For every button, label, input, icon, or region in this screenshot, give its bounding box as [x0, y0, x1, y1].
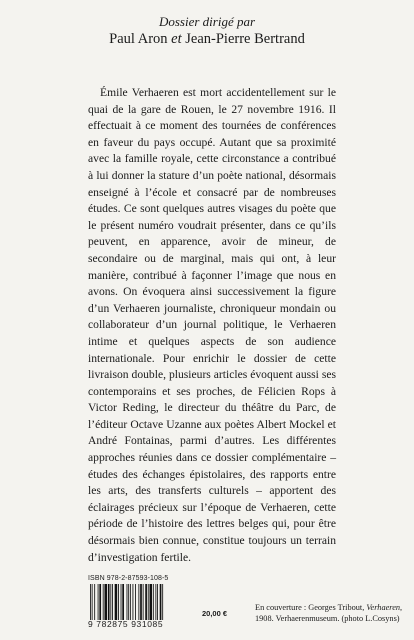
back-cover-blurb: Émile Verhaeren est mort accidentellement sur le quai de la gare de Rouen, le 27 novembre 1916. Il effectuait à ce moment des tournées de conférences en faveur du pays occupé. Autant que sa proximité avec la famille royale, cette circonstance a contribué à lui donner la stature d’un poète national, désormais enseigné à l’école et consacré par de nombreuses études. Ce sont quelques autres visages du poète que le présent numéro voudrait présenter, dans ce qu’ils peuvent, en apparence, avoir de mineur, de secondaire ou de marginal, mais qui ont, à leur manière, contribué à façonner l’image que nous en avons. On évoquera ainsi successivement la figure d’un Verhaeren journaliste, chroniqueur mondain ou collaborateur d’un journal politique, le Verhaeren intime et quelques aspects de son audience internationale. Pour enrichir le dossier de cette livraison double, plusieurs articles évoquent aussi ses contemporains et ses proches, de Félicien Rops à Victor Reding, le directeur du théâtre du Parc, de l’éditeur Octave Uzanne aux poètes Albert Mockel et André Fontainas, parmi d’autres. Les différentes approches réunies dans ce dossier complémentaire – études des échanges épistolaires, des rapports entre les arts, des transferts culturels – apportent des éclairages précieux sur l’époque de Verhaeren, cette période de l’histoire des lettres belges qui, pour être désormais bien connue, constitue toujours un terrain d’investigation fertile. — [88, 86, 336, 564]
barcode-bar — [127, 584, 128, 620]
isbn-label: ISBN 978-2-87593-108-5 — [88, 575, 169, 582]
barcode-bar — [94, 584, 95, 620]
isbn-block — [88, 574, 238, 629]
barcode-bar — [135, 584, 136, 620]
barcode-bar — [115, 584, 118, 620]
barcode-bar — [157, 584, 158, 620]
barcode-bar — [118, 584, 119, 620]
barcode-bar — [112, 584, 113, 620]
barcode-digits: 9 782875 931085 — [88, 619, 164, 629]
barcode-bar — [153, 584, 154, 620]
barcode-bar — [133, 584, 134, 620]
credit-suffix: , 1908. Verhaerenmuseum. (photo L.Cosyns) — [255, 603, 403, 623]
barcode-bar — [140, 584, 142, 620]
barcode-bar — [104, 584, 107, 620]
conjunction: et — [171, 31, 182, 47]
barcode-bar — [155, 584, 156, 620]
barcode-bar — [160, 584, 162, 620]
editor-name-2: Jean-Pierre Bertrand — [185, 31, 305, 47]
barcode-bar — [150, 584, 153, 620]
credit-artwork-title: Verhaeren — [366, 603, 401, 612]
series-subtitle: Dossier dirigé par — [158, 14, 256, 29]
barcode-bar — [148, 584, 149, 620]
barcode-bar — [90, 584, 91, 620]
barcode-bar — [121, 584, 122, 620]
cover-credit — [255, 602, 405, 624]
barcode-bar — [98, 584, 99, 620]
barcode-bar — [128, 584, 129, 620]
barcode-bar — [92, 584, 93, 620]
barcode-bar — [110, 584, 111, 620]
credit-prefix: En couverture : Georges Tribout, — [255, 603, 365, 612]
header — [0, 14, 414, 48]
barcode-bar — [108, 584, 110, 620]
barcode-bar — [122, 584, 124, 620]
editors-line — [0, 31, 414, 48]
barcode-bar — [143, 584, 144, 620]
barcode-bar — [103, 584, 104, 620]
barcode-row — [88, 583, 238, 620]
barcode-bar — [138, 584, 139, 620]
editor-name-1: Paul Aron — [109, 31, 168, 47]
barcode-bar — [130, 584, 131, 620]
barcode-bar — [162, 584, 163, 620]
price: 20,00 € — [202, 609, 228, 618]
barcode — [88, 584, 196, 620]
barcode-bar — [99, 584, 101, 620]
barcode-bar — [145, 584, 147, 620]
